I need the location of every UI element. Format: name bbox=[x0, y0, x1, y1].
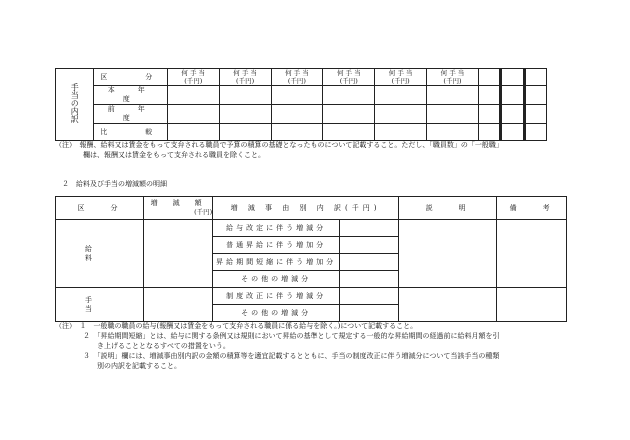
header-reason: 増 減 事 由 別 内 訳(千円) bbox=[213, 197, 399, 220]
note-1-line-1: （注） 報酬、給料又は賃金をもって支弁される職員で予算の積算の基礎となったものについて記載すること。ただし、「職員数」の「一般職」 bbox=[55, 141, 503, 149]
row-label: 比 較 bbox=[93, 124, 167, 141]
row-label: 前 年 度 bbox=[93, 105, 167, 124]
col-header: 何 手 当 (千円) bbox=[167, 69, 219, 86]
note-2-line-1: （注） １ 一般職の職員の給与(報酬又は賃金をもって支弁される職員に係る給与を除く。)について記載すること。 bbox=[55, 322, 418, 330]
note-2-line-3: き上げることとなるすべての措置をいう。 bbox=[55, 342, 230, 350]
blank-cell bbox=[524, 69, 546, 86]
note-2-line-5: 別の内訳を記載すること。 bbox=[55, 362, 181, 370]
side-label: 手当の内訳 bbox=[56, 69, 94, 141]
header-kubun: 区 分 bbox=[93, 69, 167, 86]
row-label-kyuryo: 給 料 bbox=[56, 220, 144, 288]
reason-cell: その他の増減分 bbox=[213, 271, 340, 288]
header-setsumei: 説 明 bbox=[398, 197, 497, 220]
reason-cell: 普通昇給に伴う増加分 bbox=[213, 237, 340, 254]
col-header: 何 手 当 (千円) bbox=[271, 69, 323, 86]
blank-cell bbox=[501, 69, 524, 86]
section-2-title: ２ 給料及び手当の増減額の明細 bbox=[62, 180, 167, 188]
col-header: 何 手 当 (千円) bbox=[427, 69, 479, 86]
header-kubun: 区 分 bbox=[56, 197, 144, 220]
col-header: 何 手 当 (千円) bbox=[323, 69, 375, 86]
row-label-teate: 手 当 bbox=[56, 288, 144, 322]
row-label: 本 年 度 bbox=[93, 86, 167, 105]
allowance-breakdown-table bbox=[55, 68, 547, 141]
reason-cell: 制度改正に伴う増減分 bbox=[213, 288, 340, 305]
header-bikou: 備 考 bbox=[497, 197, 567, 220]
reason-cell: その他の増減分 bbox=[213, 305, 340, 322]
salary-change-table bbox=[55, 196, 567, 322]
header-zougen: 増 減 額 (千円) bbox=[144, 197, 213, 220]
note-2-line-2: ２ 「昇給期間短縮」とは、給与に関する条例又は規則において昇給の基準として規定する一般的な昇給期間の経過前に給料月額を引 bbox=[55, 332, 500, 340]
col-header: 何 手 当 (千円) bbox=[219, 69, 271, 86]
col-header: 何 手 当 (千円) bbox=[375, 69, 427, 86]
reason-cell: 昇給期間短縮に伴う増加分 bbox=[213, 254, 340, 271]
note-1-line-2: 欄は、報酬又は賃金をもって支弁される職員を除くこと。 bbox=[55, 151, 265, 159]
blank-cell bbox=[478, 69, 500, 86]
note-2-line-4: ３ 「説明」欄には、増減事由別内訳の金額の積算等を適宜記載するとともに、手当の制度改正に伴う増減分について当該手当の種類 bbox=[55, 352, 500, 360]
reason-cell: 給与改定に伴う増減分 bbox=[213, 220, 340, 237]
